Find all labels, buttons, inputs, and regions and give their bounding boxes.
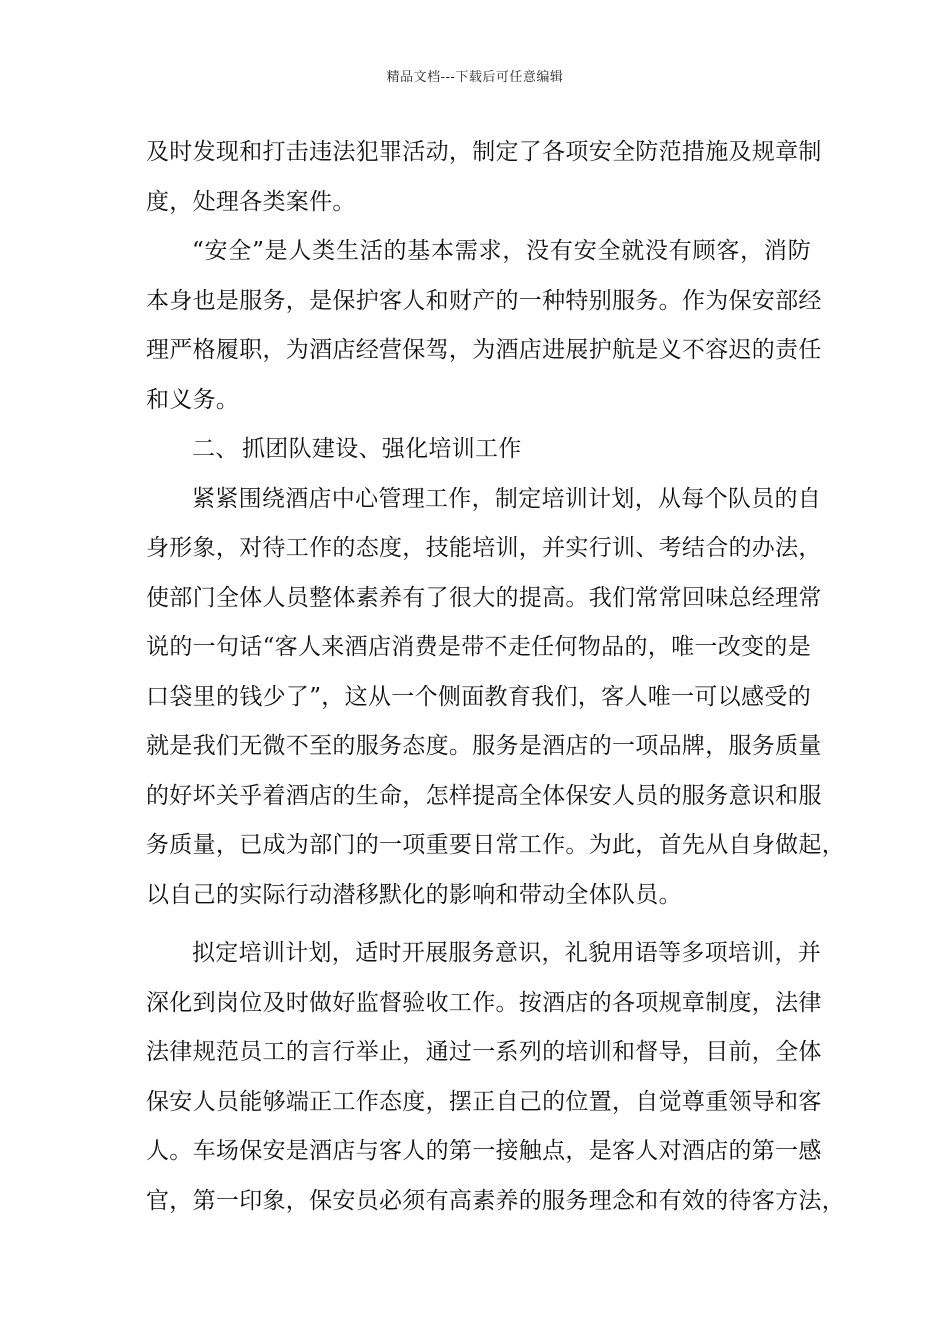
text-line: 官，第一印象，保安员必须有高素养的服务理念和有效的待客方法，	[146, 1187, 845, 1214]
text-line: 身形象，对待工作的态度，技能培训，并实行训、考结合的办法，	[146, 535, 822, 561]
section-heading	[146, 425, 811, 475]
text-line: 就是我们无微不至的服务态度。服务是酒店的一项品牌，服务质量	[146, 733, 822, 759]
text-line: 拟定培训计划，适时开展服务意识，礼貌用语等多项培训，并	[192, 940, 822, 966]
document-body	[146, 128, 845, 1226]
text-line: 使部门全体人员整体素养有了很大的提高。我们常常回味总经理常	[146, 584, 822, 611]
text-line: 人。车场保安是酒店与客人的第一接触点，是客人对酒店的第一感	[146, 1138, 822, 1164]
text-line: 理严格履职，为酒店经营保驾，为酒店进展护航是义不容迟的责任	[146, 337, 822, 363]
text-line: 和义务。	[146, 386, 240, 413]
paragraph-4	[146, 929, 845, 1226]
paragraph-2	[146, 227, 822, 425]
text-line: 本身也是服务，是保护客人和财产的一种特别服务。作为保安部经	[146, 287, 822, 314]
text-line: 紧紧围绕酒店中心管理工作，制定培训计划，从每个队员的自	[192, 485, 822, 512]
text-line: 度，处理各类案件。	[146, 188, 356, 215]
text-line: 保安人员能够端正工作态度，摆正自己的位置，自觉尊重领导和客	[146, 1088, 822, 1115]
text-line: 法律规范员工的言行举止，通过一系列的培训和督导，目前，全体	[146, 1039, 822, 1065]
page-header: 精品文档---下载后可任意编辑	[386, 70, 564, 85]
paragraph-1	[146, 128, 822, 227]
paragraph-3	[146, 475, 845, 921]
section-number: 二、	[192, 436, 239, 462]
text-line: 以自己的实际行动潜移默化的影响和带动全体队员。	[146, 881, 682, 908]
text-line: 口袋里的钱少了”，这从一个侧面教育我们，客人唯一可以感受的	[146, 683, 811, 710]
text-line: 深化到岗位及时做好监督验收工作。按酒店的各项规章制度，法律	[146, 989, 822, 1016]
text-line: 务质量，已成为部门的一项重要日常工作。为此，首先从自身做起，	[146, 832, 845, 858]
text-line: 的好坏关乎着酒店的生命，怎样提高全体保安人员的服务意识和服	[146, 782, 822, 809]
text-line: 说的一句话“客人来酒店消费是带不走任何物品的，唯一改变的是	[146, 634, 811, 660]
text-line: “安全”是人类生活的基本需求，没有安全就没有顾客，消防	[192, 238, 811, 264]
section-title: 抓团队建设、强化培训工作	[242, 436, 522, 462]
text-line: 及时发现和打击违法犯罪活动，制定了各项安全防范措施及规章制	[146, 139, 822, 165]
